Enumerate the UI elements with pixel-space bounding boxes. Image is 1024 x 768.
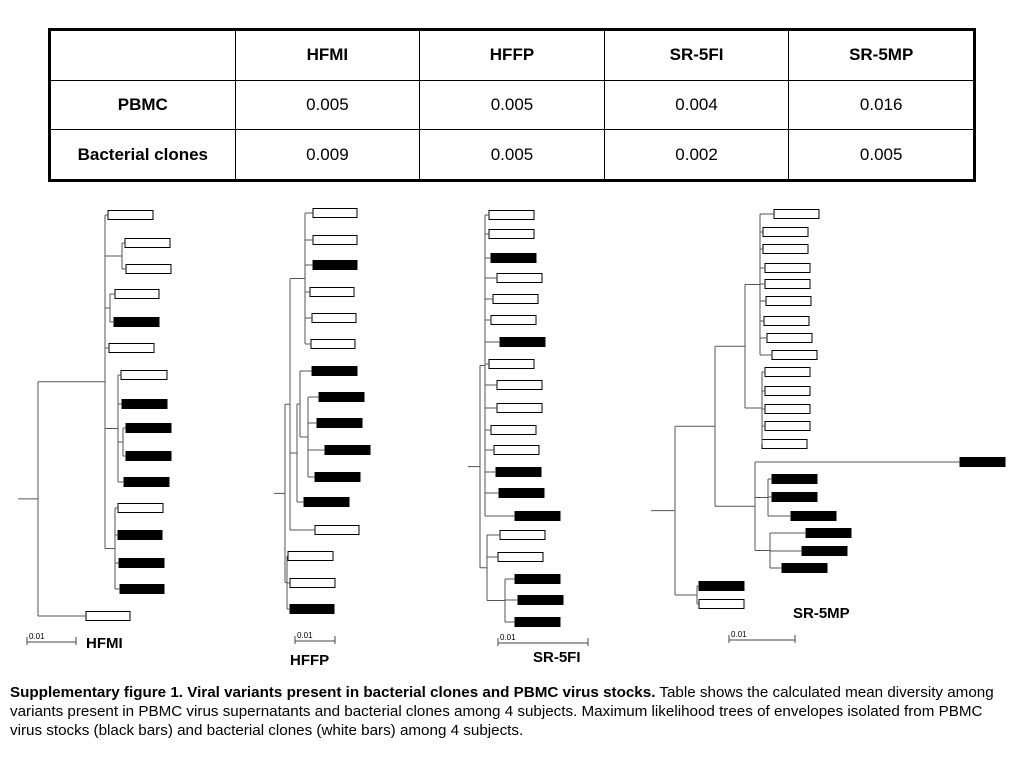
table-cell: 0.005: [789, 130, 974, 180]
table-header-cell: SR-5FI: [604, 31, 789, 81]
pbmc-variant-bar: [319, 393, 364, 402]
table-cell: 0.005: [235, 80, 420, 130]
tree-label-hfmi: HFMI: [86, 635, 123, 652]
tree-label-sr5mp: SR-5MP: [793, 605, 850, 622]
pbmc-variant-bar: [126, 452, 171, 461]
pbmc-variant-bar: [491, 254, 536, 263]
bacterial-clone-bar: [765, 280, 810, 289]
pbmc-variant-bar: [312, 367, 357, 376]
pbmc-variant-bar: [304, 498, 349, 507]
bacterial-clone-bar: [290, 579, 335, 588]
row-label-bacterial-clones: Bacterial clones: [51, 130, 236, 180]
table-cell: 0.002: [604, 130, 789, 180]
pbmc-variant-bar: [802, 547, 847, 556]
bacterial-clone-bar: [315, 526, 359, 535]
table-cell: 0.009: [235, 130, 420, 180]
table-cell: 0.016: [789, 80, 974, 130]
tree-label-sr5fi: SR-5FI: [533, 649, 581, 666]
scale-bar-sr5fi: [498, 633, 588, 646]
scale-label: 0.01: [500, 633, 516, 642]
pbmc-variant-bar: [518, 596, 563, 605]
bacterial-clone-bar: [497, 381, 542, 390]
pbmc-variant-bar: [791, 512, 836, 521]
pbmc-variant-bar: [315, 473, 360, 482]
pbmc-variant-bar: [806, 529, 851, 538]
pbmc-variant-bar: [126, 424, 171, 433]
bacterial-clone-bar: [765, 368, 810, 377]
bacterial-clone-bar: [767, 334, 812, 343]
pbmc-variant-bar: [782, 564, 827, 573]
bacterial-clone-bar: [121, 371, 167, 380]
bacterial-clone-bar: [498, 553, 543, 562]
bacterial-clone-bar: [489, 211, 534, 220]
scale-label: 0.01: [29, 632, 45, 641]
pbmc-variant-bar: [515, 575, 560, 584]
pbmc-variant-bar: [960, 458, 1005, 467]
bacterial-clone-bar: [489, 360, 534, 369]
bacterial-clone-bar: [491, 426, 536, 435]
table-cell: 0.005: [420, 130, 605, 180]
pbmc-variant-bar: [499, 489, 544, 498]
pbmc-variant-bar: [114, 318, 159, 327]
pbmc-variant-bar: [500, 338, 545, 347]
pbmc-variant-bar: [118, 531, 162, 540]
pbmc-variant-bar: [119, 559, 164, 568]
pbmc-variant-bar: [122, 400, 167, 409]
bacterial-clone-bar: [774, 210, 819, 219]
pbmc-variant-bar: [317, 419, 362, 428]
scale-label: 0.01: [297, 631, 313, 640]
pbmc-variant-bar: [772, 493, 817, 502]
bacterial-clone-bar: [497, 274, 542, 283]
bacterial-clone-bar: [118, 504, 163, 513]
bacterial-clone-bar: [125, 239, 170, 248]
table-header-cell: HFMI: [235, 31, 420, 81]
bacterial-clone-bar: [765, 405, 810, 414]
pbmc-variant-bar: [124, 478, 169, 487]
bacterial-clone-bar: [491, 316, 536, 325]
scale-bar-hfmi: [27, 632, 76, 645]
bacterial-clone-bar: [766, 297, 811, 306]
bacterial-clone-bar: [762, 440, 807, 449]
scale-bar-hffp: [295, 631, 335, 644]
row-label-pbmc: PBMC: [51, 80, 236, 130]
bacterial-clone-bar: [115, 290, 159, 299]
pbmc-variant-bar: [515, 618, 560, 627]
pbmc-variant-bar: [313, 261, 357, 270]
tree-hfmi: [18, 211, 171, 621]
bacterial-clone-bar: [763, 245, 808, 254]
bacterial-clone-bar: [86, 612, 130, 621]
bacterial-clone-bar: [699, 600, 744, 609]
bacterial-clone-bar: [310, 288, 354, 297]
tree-sr5fi: [468, 211, 563, 627]
bacterial-clone-bar: [765, 422, 810, 431]
bacterial-clone-bar: [109, 344, 154, 353]
tree-hffp: [274, 209, 370, 614]
tree-label-hffp: HFFP: [290, 652, 330, 669]
caption-body: Table shows the calculated mean diversity among variants present in PBMC virus supernatants and bacterial clones among 4 subjects. Maximum likelihood trees of envelopes isolated from PBMC virus stocks (black bars) and bacterial clones (white bars) among 4 subjects.: [10, 684, 994, 739]
bacterial-clone-bar: [288, 552, 333, 561]
bacterial-clone-bar: [489, 230, 534, 239]
bacterial-clone-bar: [312, 314, 356, 323]
bacterial-clone-bar: [500, 531, 545, 540]
scale-label: 0.01: [731, 630, 747, 639]
bacterial-clone-bar: [765, 387, 810, 396]
table-cell: 0.004: [604, 80, 789, 130]
pbmc-variant-bar: [772, 475, 817, 484]
table-cell: 0.005: [420, 80, 605, 130]
bacterial-clone-bar: [764, 317, 809, 326]
pbmc-variant-bar: [325, 446, 370, 455]
caption-title: Supplementary figure 1. Viral variants present in bacterial clones and PBMC virus stocks.: [10, 684, 656, 701]
figure-caption: [10, 683, 1014, 740]
bacterial-clone-bar: [765, 264, 810, 273]
pbmc-variant-bar: [290, 605, 334, 614]
bacterial-clone-bar: [126, 265, 171, 274]
bacterial-clone-bar: [493, 295, 538, 304]
pbmc-variant-bar: [120, 585, 164, 594]
bacterial-clone-bar: [494, 446, 539, 455]
bacterial-clone-bar: [108, 211, 153, 220]
table-header-cell: SR-5MP: [789, 31, 974, 81]
table-header-cell: HFFP: [420, 31, 605, 81]
bacterial-clone-bar: [313, 236, 357, 245]
bacterial-clone-bar: [311, 340, 355, 349]
bacterial-clone-bar: [772, 351, 817, 360]
pbmc-variant-bar: [515, 512, 560, 521]
pbmc-variant-bar: [699, 582, 744, 591]
bacterial-clone-bar: [313, 209, 357, 218]
bacterial-clone-bar: [497, 404, 542, 413]
pbmc-variant-bar: [496, 468, 541, 477]
scale-bar-sr5mp: [729, 630, 795, 643]
tree-sr5mp: [651, 210, 1005, 609]
bacterial-clone-bar: [763, 228, 808, 237]
